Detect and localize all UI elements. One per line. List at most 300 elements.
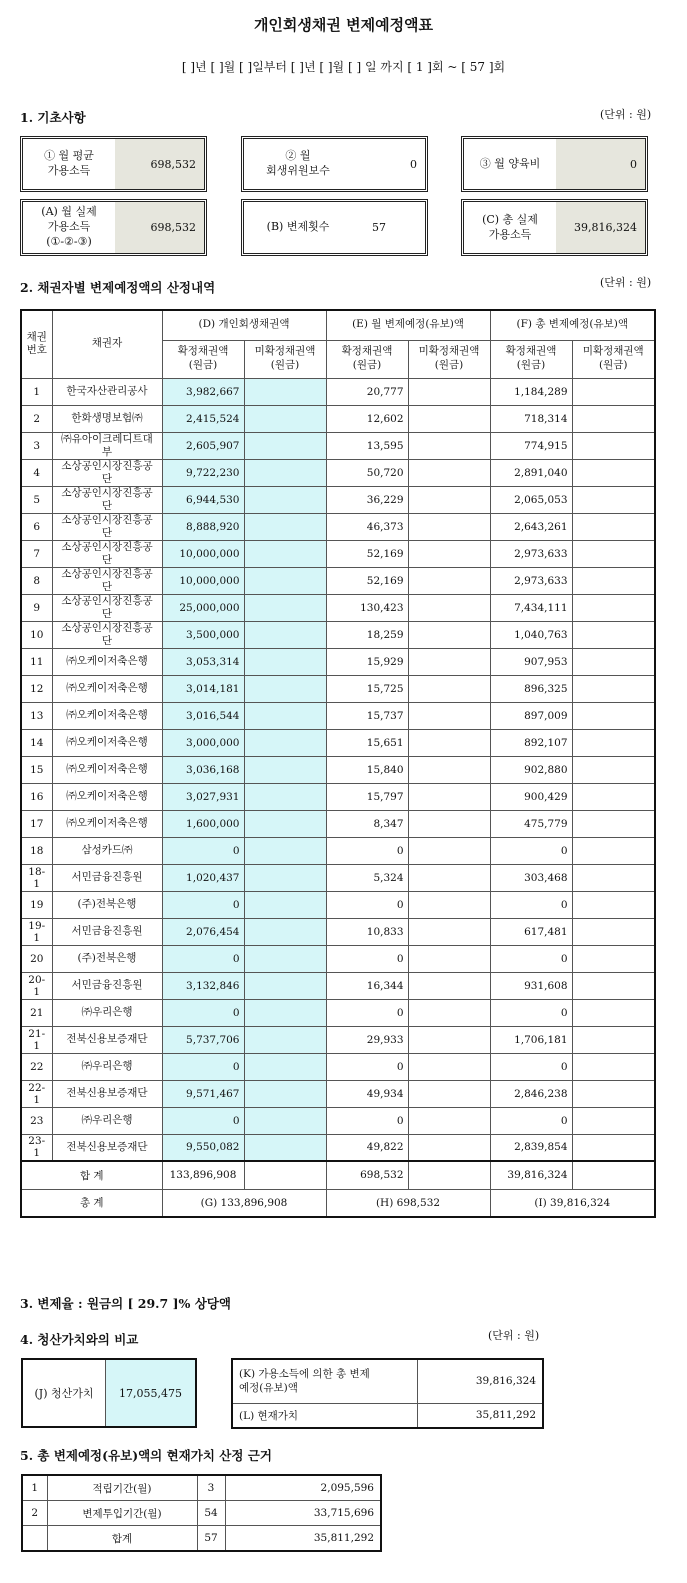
confirmed-claim: 5,737,706 <box>162 1026 244 1053</box>
monthly-repay: 52,169 <box>326 567 408 594</box>
monthly-repay-unconfirmed <box>408 594 490 621</box>
total-repay: 2,846,238 <box>490 1080 572 1107</box>
unconfirmed-claim <box>244 1134 326 1161</box>
monthly-repay: 52,169 <box>326 540 408 567</box>
total-repay-label: (K) 가용소득에 의한 총 변제 예정(유보)액 <box>232 1359 418 1403</box>
unconfirmed-claim <box>244 783 326 810</box>
creditor-row <box>21 945 655 972</box>
monthly-repay: 46,373 <box>326 513 408 540</box>
subtotal-f: 39,816,324 <box>490 1161 572 1189</box>
creditor-name: (주)전북은행 <box>52 891 162 918</box>
total-repay-unconfirmed <box>572 729 655 756</box>
total-repay-unconfirmed <box>572 891 655 918</box>
total-repay: 774,915 <box>490 432 572 459</box>
creditor-name: 한화생명보험㈜ <box>52 405 162 432</box>
confirmed-claim: 8,888,920 <box>162 513 244 540</box>
unconfirmed-claim <box>244 378 326 405</box>
monthly-repay: 20,777 <box>326 378 408 405</box>
total-repay: 1,184,289 <box>490 378 572 405</box>
col-e-unconfirmed: 미확정채권액 (원금) <box>408 340 490 378</box>
monthly-repay-unconfirmed <box>408 513 490 540</box>
total-repay-value: 39,816,324 <box>418 1359 544 1403</box>
basic-box-repay-count <box>241 199 428 256</box>
repayment-period: [ ]년 [ ]월 [ ]일부터 [ ]년 [ ]월 [ ] 일 까지 [ 1 ]회 ~ [ 57 ]회 <box>181 60 506 74</box>
creditor-no: 11 <box>21 648 52 675</box>
total-repay-unconfirmed <box>572 999 655 1026</box>
unconfirmed-claim <box>244 540 326 567</box>
creditor-no: 16 <box>21 783 52 810</box>
creditor-row <box>21 405 655 432</box>
confirmed-claim: 10,000,000 <box>162 567 244 594</box>
actual-income-label: (A) 월 실제 가용소득 (①-②-③) <box>41 205 97 248</box>
creditor-no: 19 <box>21 891 52 918</box>
total-repay: 2,839,854 <box>490 1134 572 1161</box>
basis-amount: 35,811,292 <box>225 1526 381 1552</box>
basis-amount: 2,095,596 <box>225 1475 381 1501</box>
creditor-row <box>21 567 655 594</box>
creditor-no: 3 <box>21 432 52 459</box>
creditor-no: 20-1 <box>21 972 52 999</box>
confirmed-claim: 3,036,168 <box>162 756 244 783</box>
col-d-unconfirmed: 미확정채권액 (원금) <box>244 340 326 378</box>
creditor-row <box>21 1134 655 1161</box>
monthly-repay-unconfirmed <box>408 1107 490 1134</box>
unconfirmed-claim <box>244 891 326 918</box>
unconfirmed-claim <box>244 945 326 972</box>
total-repay: 892,107 <box>490 729 572 756</box>
creditor-name: ㈜오케이저축은행 <box>52 810 162 837</box>
total-repay: 2,065,053 <box>490 486 572 513</box>
creditor-name: 소상공인시장진흥공단 <box>52 513 162 540</box>
total-repay-unconfirmed <box>572 432 655 459</box>
monthly-repay: 13,595 <box>326 432 408 459</box>
creditor-name: ㈜오케이저축은행 <box>52 675 162 702</box>
total-repay: 718,314 <box>490 405 572 432</box>
monthly-repay-unconfirmed <box>408 1026 490 1053</box>
total-repay-unconfirmed <box>572 783 655 810</box>
subtotal-d-unconfirmed <box>244 1161 326 1189</box>
total-repay: 303,468 <box>490 864 572 891</box>
monthly-repay-unconfirmed <box>408 1053 490 1080</box>
confirmed-claim: 2,076,454 <box>162 918 244 945</box>
total-repay: 475,779 <box>490 810 572 837</box>
total-repay: 7,434,111 <box>490 594 572 621</box>
monthly-repay-unconfirmed <box>408 891 490 918</box>
total-repay-unconfirmed <box>572 540 655 567</box>
total-repay: 0 <box>490 891 572 918</box>
creditor-no: 7 <box>21 540 52 567</box>
creditor-name: ㈜우리은행 <box>52 1053 162 1080</box>
creditor-no: 15 <box>21 756 52 783</box>
childcare-label: ③ 월 양육비 <box>479 156 541 170</box>
creditor-name: (주)전북은행 <box>52 945 162 972</box>
unconfirmed-claim <box>244 837 326 864</box>
confirmed-claim: 10,000,000 <box>162 540 244 567</box>
monthly-repay: 15,797 <box>326 783 408 810</box>
basic-box-trustee-fee <box>241 136 428 192</box>
monthly-repay-unconfirmed <box>408 432 490 459</box>
unconfirmed-claim <box>244 513 326 540</box>
creditor-row <box>21 810 655 837</box>
unconfirmed-claim <box>244 702 326 729</box>
total-repay: 0 <box>490 837 572 864</box>
monthly-repay: 12,602 <box>326 405 408 432</box>
creditor-no: 12 <box>21 675 52 702</box>
creditor-name: 전북신용보증재단 <box>52 1134 162 1161</box>
confirmed-claim: 3,027,931 <box>162 783 244 810</box>
creditor-row <box>21 999 655 1026</box>
confirmed-claim: 3,014,181 <box>162 675 244 702</box>
subtotal-f-unconfirmed <box>572 1161 655 1189</box>
confirmed-claim: 9,550,082 <box>162 1134 244 1161</box>
col-f-unconfirmed: 미확정채권액 (원금) <box>572 340 655 378</box>
total-repay: 2,973,633 <box>490 567 572 594</box>
basis-label: 합계 <box>47 1526 197 1552</box>
subtotal-e: 698,532 <box>326 1161 408 1189</box>
creditor-name: ㈜우리은행 <box>52 1107 162 1134</box>
monthly-repay: 36,229 <box>326 486 408 513</box>
confirmed-claim: 9,571,467 <box>162 1080 244 1107</box>
total-repay: 0 <box>490 945 572 972</box>
creditor-name: ㈜오케이저축은행 <box>52 648 162 675</box>
creditor-no: 17 <box>21 810 52 837</box>
basis-row <box>22 1475 381 1501</box>
confirmed-claim: 1,600,000 <box>162 810 244 837</box>
creditor-no: 9 <box>21 594 52 621</box>
monthly-income-label: ① 월 평균 가용소득 <box>44 149 94 177</box>
creditor-row <box>21 756 655 783</box>
creditor-rows <box>21 378 655 1161</box>
monthly-repay-unconfirmed <box>408 675 490 702</box>
creditor-no: 23 <box>21 1107 52 1134</box>
confirmed-claim: 0 <box>162 945 244 972</box>
liquidation-value-box <box>21 1358 197 1428</box>
creditor-no: 18 <box>21 837 52 864</box>
creditor-row <box>21 648 655 675</box>
monthly-repay-unconfirmed <box>408 1134 490 1161</box>
creditor-row <box>21 918 655 945</box>
monthly-repay: 0 <box>326 945 408 972</box>
monthly-repay: 29,933 <box>326 1026 408 1053</box>
total-repay: 902,880 <box>490 756 572 783</box>
unconfirmed-claim <box>244 459 326 486</box>
confirmed-claim: 25,000,000 <box>162 594 244 621</box>
creditor-name: 소상공인시장진흥공단 <box>52 540 162 567</box>
confirmed-claim: 3,053,314 <box>162 648 244 675</box>
creditor-row <box>21 702 655 729</box>
monthly-repay: 0 <box>326 999 408 1026</box>
confirmed-claim: 3,000,000 <box>162 729 244 756</box>
monthly-repay-unconfirmed <box>408 837 490 864</box>
creditor-no: 22-1 <box>21 1080 52 1107</box>
total-repay-unconfirmed <box>572 675 655 702</box>
unconfirmed-claim <box>244 567 326 594</box>
total-repay: 0 <box>490 1107 572 1134</box>
total-repay: 931,608 <box>490 972 572 999</box>
total-repay-unconfirmed <box>572 810 655 837</box>
unconfirmed-claim <box>244 1026 326 1053</box>
basic-box-childcare <box>461 136 648 192</box>
comparison-table <box>231 1358 544 1429</box>
monthly-repay-unconfirmed <box>408 756 490 783</box>
basis-months: 3 <box>197 1475 225 1501</box>
monthly-repay: 0 <box>326 837 408 864</box>
creditor-row <box>21 459 655 486</box>
creditor-no: 22 <box>21 1053 52 1080</box>
total-repay: 896,325 <box>490 675 572 702</box>
creditor-row <box>21 432 655 459</box>
basis-label: 적립기간(월) <box>47 1475 197 1501</box>
creditor-no: 20 <box>21 945 52 972</box>
unconfirmed-claim <box>244 648 326 675</box>
monthly-repay: 0 <box>326 1107 408 1134</box>
subtotal-d: 133,896,908 <box>162 1161 244 1189</box>
monthly-repay: 18,259 <box>326 621 408 648</box>
creditor-name: 서민금융진흥원 <box>52 918 162 945</box>
unit-label-3: (단위 : 원) <box>488 1329 540 1342</box>
creditor-no: 21-1 <box>21 1026 52 1053</box>
total-repay-unconfirmed <box>572 1107 655 1134</box>
creditor-name: 전북신용보증재단 <box>52 1080 162 1107</box>
monthly-repay: 50,720 <box>326 459 408 486</box>
subtotal-label: 합 계 <box>21 1161 162 1189</box>
unconfirmed-claim <box>244 999 326 1026</box>
monthly-repay: 15,651 <box>326 729 408 756</box>
creditor-name: ㈜오케이저축은행 <box>52 729 162 756</box>
creditor-row <box>21 378 655 405</box>
total-repay-unconfirmed <box>572 513 655 540</box>
creditor-no: 23-1 <box>21 1134 52 1161</box>
total-repay-unconfirmed <box>572 648 655 675</box>
creditor-no: 10 <box>21 621 52 648</box>
creditor-row <box>21 621 655 648</box>
basis-row <box>22 1526 381 1552</box>
total-repay-unconfirmed <box>572 918 655 945</box>
unconfirmed-claim <box>244 972 326 999</box>
unconfirmed-claim <box>244 864 326 891</box>
monthly-repay-unconfirmed <box>408 702 490 729</box>
creditor-name: ㈜오케이저축은행 <box>52 702 162 729</box>
creditor-row <box>21 1080 655 1107</box>
monthly-repay: 15,725 <box>326 675 408 702</box>
monthly-repay-unconfirmed <box>408 810 490 837</box>
creditor-name: 한국자산관리공사 <box>52 378 162 405</box>
unconfirmed-claim <box>244 594 326 621</box>
monthly-repay-unconfirmed <box>408 1080 490 1107</box>
monthly-repay: 0 <box>326 1053 408 1080</box>
total-repay-unconfirmed <box>572 486 655 513</box>
monthly-repay: 49,934 <box>326 1080 408 1107</box>
unconfirmed-claim <box>244 810 326 837</box>
col-e-confirmed: 확정채권액 (원금) <box>326 340 408 378</box>
childcare-value: 0 <box>556 139 645 189</box>
creditor-row <box>21 513 655 540</box>
confirmed-claim: 3,016,544 <box>162 702 244 729</box>
confirmed-claim: 3,982,667 <box>162 378 244 405</box>
confirmed-claim: 0 <box>162 999 244 1026</box>
basis-months: 57 <box>197 1526 225 1552</box>
confirmed-claim: 9,722,230 <box>162 459 244 486</box>
present-value-value: 35,811,292 <box>418 1403 544 1428</box>
section-5-heading: 5. 총 변제예정(유보)액의 현재가치 산정 근거 <box>20 1448 272 1463</box>
creditor-no: 6 <box>21 513 52 540</box>
creditor-no: 2 <box>21 405 52 432</box>
creditor-no: 14 <box>21 729 52 756</box>
unconfirmed-claim <box>244 918 326 945</box>
basic-box-actual-income <box>20 199 207 256</box>
creditor-name: ㈜오케이저축은행 <box>52 756 162 783</box>
confirmed-claim: 1,020,437 <box>162 864 244 891</box>
unconfirmed-claim <box>244 1107 326 1134</box>
creditor-no: 19-1 <box>21 918 52 945</box>
monthly-repay-unconfirmed <box>408 540 490 567</box>
section-4-heading: 4. 청산가치와의 비교 <box>20 1332 139 1347</box>
monthly-repay-unconfirmed <box>408 648 490 675</box>
total-repay: 617,481 <box>490 918 572 945</box>
total-repay: 2,643,261 <box>490 513 572 540</box>
creditor-row <box>21 729 655 756</box>
monthly-repay-unconfirmed <box>408 999 490 1026</box>
monthly-repay-unconfirmed <box>408 486 490 513</box>
total-repay-unconfirmed <box>572 1080 655 1107</box>
basic-box-monthly-income <box>20 136 207 192</box>
creditor-name: 소상공인시장진흥공단 <box>52 459 162 486</box>
total-repay-unconfirmed <box>572 621 655 648</box>
confirmed-claim: 0 <box>162 1107 244 1134</box>
creditor-no: 21 <box>21 999 52 1026</box>
total-repay: 900,429 <box>490 783 572 810</box>
monthly-repay: 15,929 <box>326 648 408 675</box>
document-title: 개인회생채권 변제예정액표 <box>253 16 434 34</box>
grand-total-h: (H) 698,532 <box>326 1189 490 1217</box>
monthly-repay: 10,833 <box>326 918 408 945</box>
monthly-repay: 15,840 <box>326 756 408 783</box>
col-f-header: (F) 총 변제예정(유보)액 <box>490 310 655 340</box>
total-repay-unconfirmed <box>572 945 655 972</box>
total-repay-unconfirmed <box>572 972 655 999</box>
creditor-name: ㈜오케이저축은행 <box>52 783 162 810</box>
section-3-repayment-rate: 3. 변제율 : 원금의 [ 29.7 ]% 상당액 <box>20 1296 231 1311</box>
creditor-row <box>21 675 655 702</box>
col-d-confirmed: 확정채권액 (원금) <box>162 340 244 378</box>
creditor-row <box>21 1107 655 1134</box>
col-e-header: (E) 월 변제예정(유보)액 <box>326 310 490 340</box>
creditor-no: 4 <box>21 459 52 486</box>
total-repay: 0 <box>490 1053 572 1080</box>
creditor-name: ㈜유아이크레디트대부 <box>52 432 162 459</box>
total-repay: 0 <box>490 999 572 1026</box>
trustee-fee-label: ② 월 회생위원보수 <box>266 149 330 177</box>
confirmed-claim: 6,944,530 <box>162 486 244 513</box>
creditor-row <box>21 837 655 864</box>
confirmed-claim: 0 <box>162 837 244 864</box>
total-income-label: (C) 총 실제 가용소득 <box>482 212 538 241</box>
creditor-row <box>21 1053 655 1080</box>
monthly-repay-unconfirmed <box>408 459 490 486</box>
confirmed-claim: 3,132,846 <box>162 972 244 999</box>
unconfirmed-claim <box>244 729 326 756</box>
creditor-name: 소상공인시장진흥공단 <box>52 594 162 621</box>
present-value-label: (L) 현재가치 <box>232 1403 418 1428</box>
col-no-header: 채권 번호 <box>21 310 52 378</box>
total-income-value: 39,816,324 <box>556 202 645 253</box>
total-repay: 2,891,040 <box>490 459 572 486</box>
creditor-name: 삼성카드㈜ <box>52 837 162 864</box>
total-repay-unconfirmed <box>572 594 655 621</box>
total-repay-unconfirmed <box>572 864 655 891</box>
basis-no: 1 <box>22 1475 47 1501</box>
monthly-repay: 16,344 <box>326 972 408 999</box>
creditor-no: 18-1 <box>21 864 52 891</box>
unconfirmed-claim <box>244 432 326 459</box>
liquidation-value-label: (J) 청산가치 <box>23 1360 106 1426</box>
total-repay-unconfirmed <box>572 378 655 405</box>
total-repay: 1,040,763 <box>490 621 572 648</box>
total-repay-unconfirmed <box>572 1053 655 1080</box>
liquidation-value: 17,055,475 <box>106 1360 195 1426</box>
creditor-table <box>20 309 656 1218</box>
confirmed-claim: 2,605,907 <box>162 432 244 459</box>
creditor-row <box>21 783 655 810</box>
monthly-repay-unconfirmed <box>408 621 490 648</box>
creditor-name: 소상공인시장진흥공단 <box>52 621 162 648</box>
basis-no: 2 <box>22 1501 47 1526</box>
total-repay-unconfirmed <box>572 756 655 783</box>
confirmed-claim: 2,415,524 <box>162 405 244 432</box>
creditor-row <box>21 864 655 891</box>
basis-row <box>22 1501 381 1526</box>
total-repay-unconfirmed <box>572 837 655 864</box>
creditor-row <box>21 891 655 918</box>
repay-count-value: 57 <box>372 221 386 234</box>
basis-amount: 33,715,696 <box>225 1501 381 1526</box>
creditor-row <box>21 594 655 621</box>
basic-box-total-income <box>461 199 648 256</box>
basis-months: 54 <box>197 1501 225 1526</box>
monthly-repay: 130,423 <box>326 594 408 621</box>
total-repay: 907,953 <box>490 648 572 675</box>
section-1-heading: 1. 기초사항 <box>20 110 86 125</box>
confirmed-claim: 0 <box>162 891 244 918</box>
unconfirmed-claim <box>244 405 326 432</box>
total-repay-unconfirmed <box>572 405 655 432</box>
total-repay-unconfirmed <box>572 702 655 729</box>
actual-income-value: 698,532 <box>115 202 204 253</box>
creditor-row <box>21 486 655 513</box>
total-repay-unconfirmed <box>572 459 655 486</box>
total-repay-unconfirmed <box>572 1026 655 1053</box>
basis-no <box>22 1526 47 1552</box>
total-repay-unconfirmed <box>572 1134 655 1161</box>
creditor-name: 전북신용보증재단 <box>52 1026 162 1053</box>
total-repay: 2,973,633 <box>490 540 572 567</box>
unconfirmed-claim <box>244 486 326 513</box>
creditor-no: 1 <box>21 378 52 405</box>
creditor-name: 서민금융진흥원 <box>52 864 162 891</box>
grand-total-row <box>21 1189 655 1217</box>
trustee-fee-value: 0 <box>410 157 417 171</box>
monthly-income-value: 698,532 <box>115 139 204 189</box>
unconfirmed-claim <box>244 621 326 648</box>
creditor-name: 서민금융진흥원 <box>52 972 162 999</box>
repay-count-label: (B) 변제횟수 <box>266 220 330 234</box>
col-f-confirmed: 확정채권액 (원금) <box>490 340 572 378</box>
unconfirmed-claim <box>244 1080 326 1107</box>
col-d-header: (D) 개인회생채권액 <box>162 310 326 340</box>
subtotal-e-unconfirmed <box>408 1161 490 1189</box>
creditor-row <box>21 540 655 567</box>
confirmed-claim: 3,500,000 <box>162 621 244 648</box>
